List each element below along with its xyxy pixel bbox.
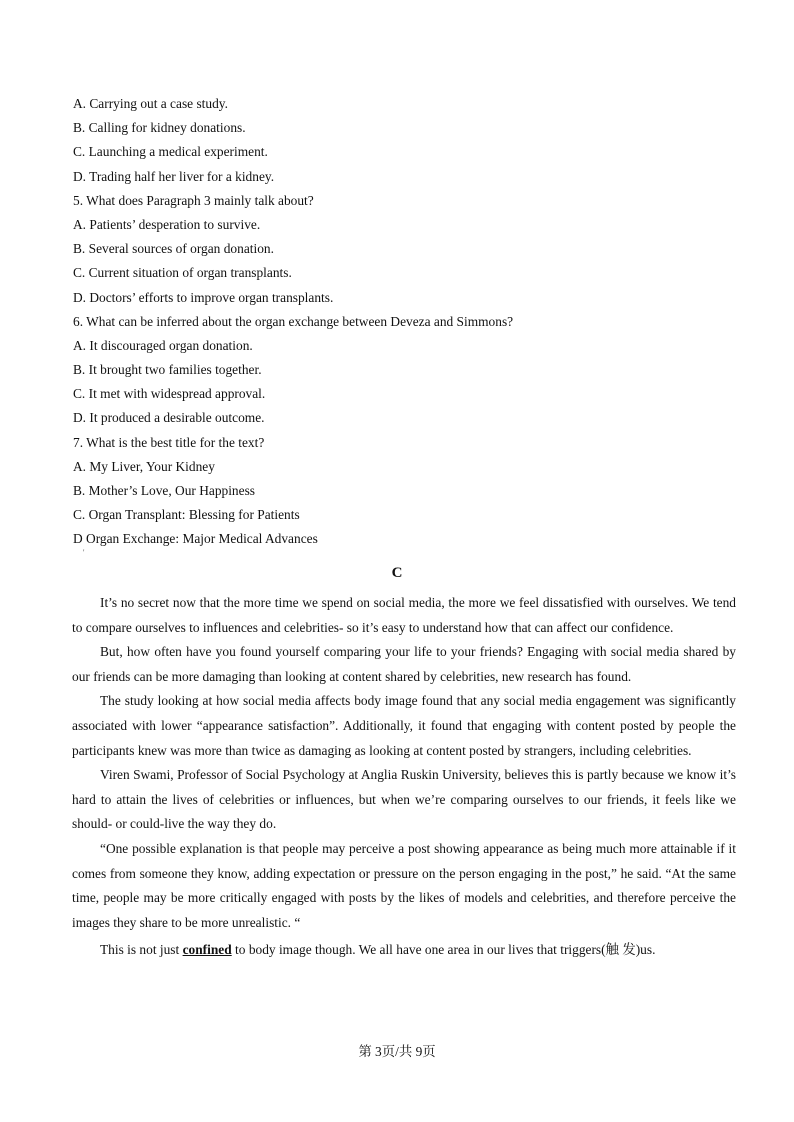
option-5b: B. Several sources of organ donation. bbox=[73, 241, 274, 257]
option-5c: C. Current situation of organ transplants. bbox=[73, 265, 292, 281]
option-7d: D Organ Exchange: Major Medical Advances bbox=[73, 531, 318, 547]
option-4d: D. Trading half her liver for a kidney. bbox=[73, 168, 275, 184]
passage-paragraph-4: Viren Swami, Professor of Social Psychology at Anglia Ruskin University, believes this is partly because we know it’s hard to attain the lives of celebrities or influences, but when we’re comparing ourselves to our friends, it feels like we should- or could-live the way they do. bbox=[72, 767, 736, 832]
paragraph-6-end: to body image though. We all have one area in our lives that triggers(触 发)us. bbox=[231, 942, 656, 958]
option-4a: A. Carrying out a case study. bbox=[73, 96, 228, 111]
question-5: 5. What does Paragraph 3 mainly talk about? bbox=[73, 192, 314, 208]
vocab-word-confined: confined bbox=[182, 942, 232, 958]
question-options bbox=[73, 93, 733, 553]
option-5a: A. Patients’ desperation to survive. bbox=[73, 216, 261, 232]
option-7c: C. Organ Transplant: Blessing for Patients bbox=[73, 507, 300, 523]
option-4b: B. Calling for kidney donations. bbox=[73, 120, 246, 136]
option-7b: B. Mother’s Love, Our Happiness bbox=[73, 483, 255, 498]
passage-paragraph-6 bbox=[72, 938, 736, 963]
passage-paragraph-1: It’s no secret now that the more time we spend on social media, the more we feel dissatisfied with ourselves. We tend to compare ourselves to influences and celebrities- so it’s easy to understand how that can affect our confidence. bbox=[72, 595, 736, 635]
question-6: 6. What can be inferred about the organ exchange between Deveza and Simmons? bbox=[73, 313, 514, 329]
question-7: 7. What is the best title for the text? bbox=[73, 434, 265, 450]
option-7a: A. My Liver, Your Kidney bbox=[73, 458, 215, 474]
option-5d: D. Doctors’ efforts to improve organ transplants. bbox=[73, 289, 334, 305]
stray-mark: ' bbox=[83, 548, 85, 557]
passage-paragraph-2: But, how often have you found yourself comparing your life to your friends? Engaging with social media shared by our friends can be more damaging than looking at content shared by celebrities, new research has found. bbox=[72, 644, 736, 684]
passage-paragraph-3: The study looking at how social media affects body image found that any social media engagement was significantly associated with lower “appearance satisfaction”. Additionally, it found that engaging with content posted by people the participants knew was more than twice as damaging as looking at content posted by strangers, including celebrities. bbox=[72, 693, 736, 758]
option-6a: A. It discouraged organ donation. bbox=[73, 337, 253, 353]
option-6d: D. It produced a desirable outcome. bbox=[73, 410, 265, 426]
option-6b: B. It brought two families together. bbox=[73, 362, 262, 378]
option-4c: C. Launching a medical experiment. bbox=[73, 144, 268, 160]
section-title: C bbox=[391, 565, 403, 581]
paragraph-6-start: This is not just bbox=[100, 942, 183, 958]
option-6c: C. It met with widespread approval. bbox=[73, 386, 266, 402]
page-footer: 第 3页/共 9页 bbox=[358, 1044, 436, 1059]
passage-paragraph-5: “One possible explanation is that people may perceive a post showing appearance as being much more attainable if it comes from someone they know, adding expectation or pressure on the person engaging in the post,” he said. “At the same time, people may be more critically engaged with posts by the likes of models and celebrities, and therefore perceive the images they share to be more unrealistic. “ bbox=[72, 840, 736, 930]
reading-passage bbox=[72, 591, 736, 963]
